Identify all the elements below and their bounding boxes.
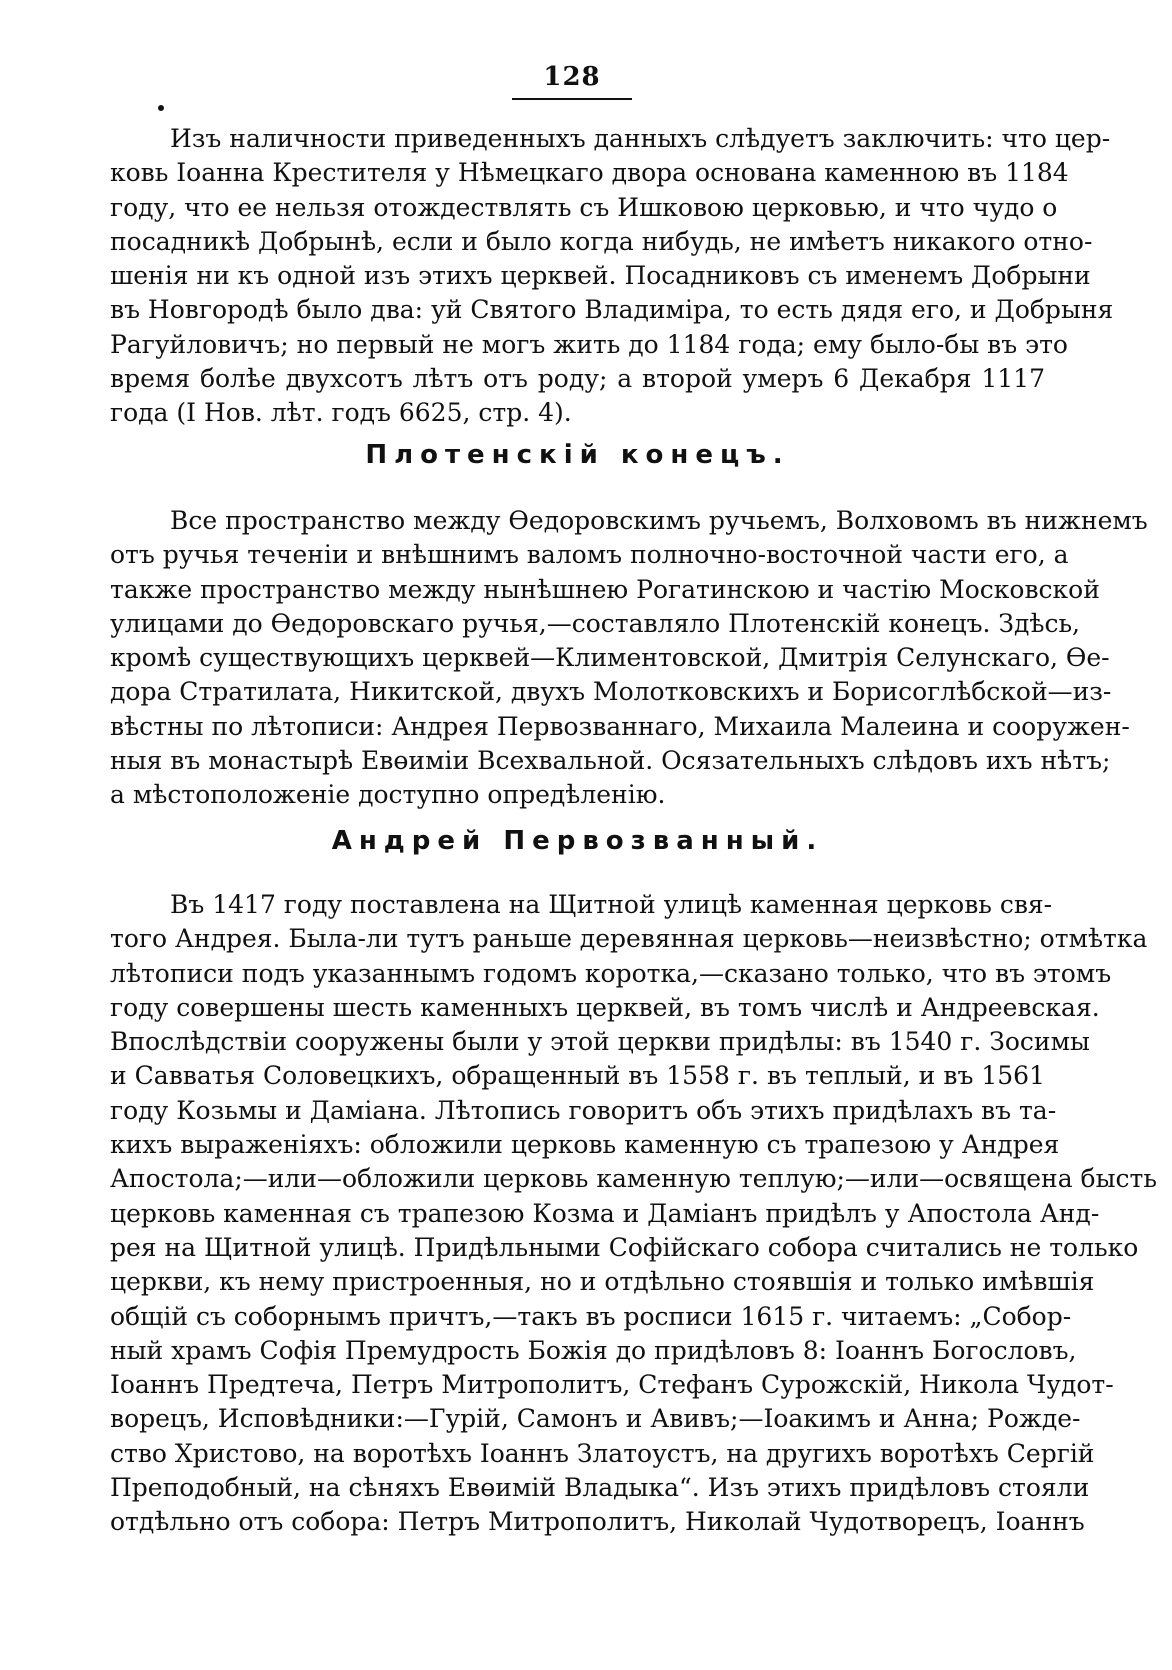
text-line: Изъ наличности приведенныхъ данныхъ слѣдуетъ заключить: что цер- — [170, 124, 1111, 153]
text-line: вѣстны по лѣтописи: Андрея Первозваннаго, Михаила Малеина и сооружен- — [110, 711, 1130, 741]
text-line: церковь каменная съ трапезою Козма и Даміанъ придѣлъ у Апостола Анд- — [110, 1198, 1100, 1228]
paragraph-andrey-church — [110, 888, 1157, 1540]
text-line: Рагуйловичъ; но первый не могъ жить до 1184 года; ему было-бы въ это — [110, 329, 1068, 359]
text-line: ворецъ, Исповѣдники:—Гурій, Самонъ и Авивъ;—Іоакимъ и Анна; Рожде- — [110, 1404, 1081, 1434]
text-line: шенія ни къ одной изъ этихъ церквей. Посадниковъ съ именемъ Добрыни — [110, 261, 1091, 291]
text-line: года (I Нов. лѣт. годъ 6625, стр. 4). — [110, 398, 572, 428]
page-number-underline — [512, 98, 632, 100]
text-line: дора Стратилата, Никитской, двухъ Молотковскихъ и Борисоглѣбской—из- — [110, 677, 1112, 707]
text-line: ство Христово, на воротѣхъ Іоаннъ Златоустъ, на другихъ воротѣхъ Сергій — [110, 1438, 1095, 1468]
text-line: году Козьмы и Даміана. Лѣтопись говоритъ объ этихъ придѣлахъ въ та- — [110, 1095, 1057, 1125]
text-line: кромѣ существующихъ церквей—Климентовской, Дмитрія Селунскаго, Өе- — [110, 643, 1110, 673]
text-line: отъ ручья теченіи и внѣшнимъ валомъ полночно-восточной части его, а — [110, 540, 1069, 570]
text-line: посадникѣ Добрынѣ, если и было когда нибудь, не имѣетъ никакого отно- — [110, 226, 1093, 256]
section-heading-andrey: Андрей Первозванный. — [331, 826, 824, 856]
paragraph-plotensky-end — [110, 504, 1148, 813]
text-line: того Андрея. Была-ли тутъ раньше деревянная церковь—неизвѣстно; отмѣтка — [110, 924, 1148, 954]
text-line: Въ 1417 году поставлена на Щитной улицѣ каменная церковь свя- — [170, 890, 1053, 919]
text-line: Все пространство между Өедоровскимъ ручьемъ, Волховомъ въ нижнемъ — [170, 506, 1148, 535]
text-line: улицами до Өедоровскаго ручья,—составляло Плотенскій конецъ. Здѣсь, — [110, 608, 1081, 638]
text-line: ковь Іоанна Крестителя у Нѣмецкаго двора основана каменною въ 1184 — [110, 158, 1069, 188]
text-line: отдѣльно отъ собора: Петръ Митрополитъ, Николай Чудотворецъ, Іоаннъ — [110, 1507, 1085, 1537]
text-line: ныя въ монастырѣ Евөиміи Всехвальной. Осязательныхъ слѣдовъ ихъ нѣтъ; — [110, 746, 1111, 776]
text-line: время болѣе двухсотъ лѣтъ отъ роду; а второй умеръ 6 Декабря 1117 — [110, 364, 1045, 394]
text-line: Преподобный, на сѣняхъ Евөимій Владыка“. Изъ этихъ придѣловъ стояли — [110, 1473, 1090, 1503]
paragraph-conclusion — [110, 122, 1114, 431]
text-line: Апостола;—или—обложили церковь каменную теплую;—или—освящена бысть — [110, 1164, 1157, 1194]
text-line: а мѣстоположеніе доступно опредѣленію. — [110, 780, 666, 810]
text-line: году совершены шесть каменныхъ церквей, въ томъ числѣ и Андреевская. — [110, 992, 1100, 1022]
text-line: лѣтописи подъ указаннымъ годомъ коротка,—сказано только, что въ этомъ — [110, 958, 1112, 988]
text-line: кихъ выраженіяхъ: обложили церковь каменную съ трапезою у Андрея — [110, 1130, 1060, 1160]
text-line: общій съ соборнымъ причтъ,—такъ въ росписи 1615 г. читаемъ: „Собор- — [110, 1301, 1072, 1331]
text-line: году, что ее нельзя отождествлять съ Ишковою церковью, и что чудо о — [110, 192, 1058, 222]
page-number: 128 — [543, 62, 601, 92]
text-line: въ Новгородѣ было два: уй Святого Владиміра, то есть дядя его, и Добрыня — [110, 295, 1114, 325]
text-line: и Савватья Соловецкихъ, обращенный въ 1558 г. въ теплый, и въ 1561 — [110, 1061, 1045, 1091]
print-speck — [158, 105, 164, 111]
text-line: Впослѣдствіи сооружены были у этой церкви придѣлы: въ 1540 г. Зосимы — [110, 1027, 1090, 1057]
text-line: рея на Щитной улицѣ. Придѣльными Софійскаго собора считались не только — [110, 1232, 1139, 1262]
text-line: церкви, къ нему пристроенныя, но и отдѣльно стоявшія и только имѣвшія — [110, 1267, 1095, 1297]
text-line: ный храмъ Софія Премудрость Божія до придѣловъ 8: Іоаннъ Богословъ, — [110, 1335, 1077, 1365]
section-heading-plotensky: Плотенскій конецъ. — [365, 440, 790, 470]
text-line: Іоаннъ Предтеча, Петръ Митрополитъ, Стефанъ Сурожскій, Никола Чудот- — [110, 1370, 1114, 1400]
text-line: также пространство между нынѣшнею Рогатинскою и частію Московской — [110, 574, 1100, 604]
